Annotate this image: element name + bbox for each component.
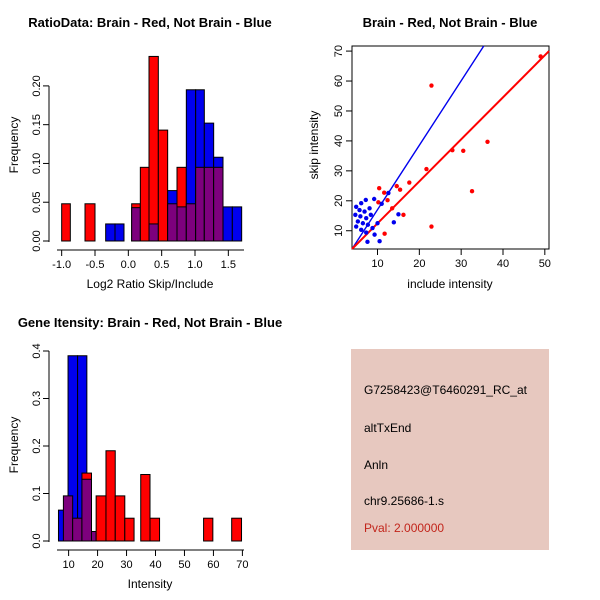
hist-bar-red bbox=[85, 204, 95, 241]
scatter-point-red bbox=[385, 198, 389, 202]
hist-bar-red bbox=[232, 518, 242, 541]
scatter-point-blue bbox=[359, 228, 363, 232]
panel-gene-info bbox=[300, 300, 600, 600]
y-axis-label: skip intensity bbox=[307, 110, 321, 180]
scatter-point-blue bbox=[392, 220, 396, 224]
scatter-point-red bbox=[470, 189, 474, 193]
scatter-point-blue bbox=[356, 219, 360, 223]
y-axis-label: Frequency bbox=[7, 416, 21, 474]
scatter-point-red bbox=[390, 206, 394, 210]
scatter-point-blue bbox=[372, 197, 376, 201]
scatter-point-blue bbox=[364, 230, 368, 234]
scatter-point-red bbox=[450, 148, 454, 152]
hist-bar-red bbox=[62, 204, 71, 241]
x-tick-label: -1.0 bbox=[52, 259, 72, 271]
scatter-point-red bbox=[382, 232, 386, 236]
scatter-point-red bbox=[377, 186, 381, 190]
scatter-point-red bbox=[407, 180, 411, 184]
scatter-point-blue bbox=[359, 201, 363, 205]
hist-bar-red bbox=[204, 518, 213, 541]
y-tick-label: 0.1 bbox=[31, 485, 43, 502]
scatter-point-red bbox=[395, 184, 399, 188]
probeset-id-text: chr9.25686-1.s bbox=[364, 494, 445, 508]
scatter-point-red bbox=[401, 213, 405, 217]
panel-ratio-histogram bbox=[0, 0, 300, 300]
y-axis-label: Frequency bbox=[7, 116, 21, 174]
x-axis-label: Log2 Ratio Skip/Include bbox=[86, 277, 214, 291]
chart-title: RatioData: Brain - Red, Not Brain - Blue bbox=[28, 15, 272, 30]
x-tick-label: 40 bbox=[149, 559, 162, 571]
scatter-point-blue bbox=[377, 239, 381, 243]
splice-type-text: altTxEnd bbox=[364, 421, 412, 435]
hist-bar-red bbox=[115, 496, 125, 541]
scatter-point-red bbox=[424, 167, 428, 171]
hist-bar-purple bbox=[82, 479, 92, 541]
hist-bar-red bbox=[149, 56, 158, 241]
x-tick-label: 0.0 bbox=[120, 259, 136, 271]
hist-bar-red bbox=[96, 496, 106, 541]
hist-bar-blue bbox=[106, 224, 115, 241]
scatter-point-blue bbox=[367, 206, 371, 210]
y-tick-label: 20 bbox=[333, 194, 345, 207]
x-tick-label: 60 bbox=[207, 559, 220, 571]
hist-bar-purple bbox=[168, 204, 177, 241]
x-tick-label: 20 bbox=[91, 559, 104, 571]
x-tick-label: 10 bbox=[371, 258, 384, 270]
x-tick-label: 50 bbox=[538, 258, 551, 270]
y-tick-label: 40 bbox=[333, 134, 345, 148]
hist-bar-purple bbox=[149, 224, 158, 241]
y-tick-label: 70 bbox=[333, 44, 345, 58]
scatter-point-blue bbox=[372, 232, 376, 236]
scatter-point-blue bbox=[353, 213, 357, 217]
hist-bar-purple bbox=[204, 167, 213, 241]
y-tick-label: 0.20 bbox=[31, 75, 43, 97]
x-tick-label: 50 bbox=[178, 559, 191, 571]
hist-bar-purple bbox=[186, 204, 195, 241]
scatter-point-blue bbox=[366, 223, 370, 227]
intensity-scatter-plot bbox=[300, 0, 600, 300]
scatter-point-red bbox=[461, 149, 465, 153]
gene-intensity-histogram-plot bbox=[0, 300, 300, 600]
scatter-point-blue bbox=[357, 208, 361, 212]
x-tick-label: 30 bbox=[455, 258, 468, 270]
x-tick-label: 0.5 bbox=[154, 259, 170, 271]
scatter-point-blue bbox=[369, 213, 373, 217]
y-tick-label: 0.4 bbox=[31, 343, 43, 359]
hist-bar-red bbox=[158, 130, 167, 241]
scatter-point-red bbox=[429, 83, 433, 87]
y-tick-label: 10 bbox=[333, 224, 345, 237]
hist-bar-purple bbox=[73, 518, 82, 541]
y-tick-label: 0.3 bbox=[31, 390, 43, 407]
x-tick-label: 20 bbox=[413, 258, 426, 270]
scatter-point-blue bbox=[362, 209, 366, 213]
scatter-point-red bbox=[382, 191, 386, 195]
scatter-point-blue bbox=[361, 221, 365, 225]
x-tick-label: 10 bbox=[62, 559, 75, 571]
panel-intensity-scatter bbox=[300, 0, 600, 300]
hist-bar-purple bbox=[214, 167, 223, 241]
scatter-point-blue bbox=[354, 224, 358, 228]
y-tick-label: 0.00 bbox=[31, 230, 43, 252]
y-tick-label: 30 bbox=[333, 164, 345, 177]
scatter-point-red bbox=[538, 54, 542, 58]
scatter-point-blue bbox=[354, 205, 358, 209]
y-tick-label: 0.05 bbox=[31, 191, 43, 213]
scatter-point-blue bbox=[375, 221, 379, 225]
x-tick-label: 40 bbox=[496, 258, 510, 270]
hist-bar-red bbox=[140, 167, 149, 241]
scatter-point-blue bbox=[396, 212, 400, 216]
hist-bar-red bbox=[150, 518, 160, 541]
hist-bar-purple bbox=[132, 208, 141, 241]
panel-gene-intensity-histogram bbox=[0, 300, 300, 600]
y-tick-label: 50 bbox=[333, 104, 345, 118]
scatter-point-red bbox=[398, 188, 402, 192]
y-tick-label: 0.2 bbox=[31, 438, 43, 454]
x-tick-label: 70 bbox=[236, 559, 249, 571]
hist-bar-purple bbox=[177, 207, 186, 241]
scatter-point-blue bbox=[364, 198, 368, 202]
chart-title: Brain - Red, Not Brain - Blue bbox=[362, 15, 538, 30]
hist-bar-blue bbox=[232, 207, 241, 241]
x-axis-label: Intensity bbox=[127, 577, 173, 591]
y-tick-label: 0.0 bbox=[31, 533, 43, 549]
x-axis-label: include intensity bbox=[407, 277, 493, 291]
hist-bar-blue bbox=[223, 207, 232, 241]
hist-bar-purple bbox=[196, 167, 205, 241]
hist-bar-red bbox=[125, 518, 134, 541]
gene-info-box bbox=[351, 349, 549, 550]
scatter-point-blue bbox=[364, 216, 368, 220]
hist-bar-red bbox=[106, 451, 115, 541]
x-tick-label: 1.5 bbox=[220, 259, 236, 271]
hist-bar-blue bbox=[115, 224, 124, 241]
scatter-point-blue bbox=[358, 214, 362, 218]
hist-bar-red bbox=[141, 475, 150, 542]
chart-title: Gene Itensity: Brain - Red, Not Brain - Blue bbox=[17, 315, 283, 330]
hist-bar-purple bbox=[63, 496, 72, 541]
scatter-point-red bbox=[485, 140, 489, 144]
scatter-point-blue bbox=[386, 191, 390, 195]
scatter-point-blue bbox=[365, 240, 369, 244]
y-tick-label: 0.10 bbox=[31, 152, 43, 175]
x-tick-label: -0.5 bbox=[85, 259, 105, 271]
y-tick-label: 0.15 bbox=[30, 113, 43, 136]
probe-id-text: G7258423@T6460291_RC_at bbox=[364, 383, 527, 397]
scatter-point-blue bbox=[370, 226, 374, 230]
pval-text: Pval: 2.000000 bbox=[364, 521, 445, 535]
fit-line-blue bbox=[352, 46, 484, 249]
scatter-point-red bbox=[429, 224, 433, 228]
gene-symbol-text: Anln bbox=[364, 458, 389, 472]
x-tick-label: 30 bbox=[120, 559, 133, 571]
scatter-point-blue bbox=[379, 202, 383, 206]
y-tick-label: 60 bbox=[333, 74, 345, 88]
ratio-histogram-plot bbox=[0, 0, 300, 300]
x-tick-label: 1.0 bbox=[187, 259, 203, 271]
hist-bar-purple bbox=[91, 532, 96, 542]
